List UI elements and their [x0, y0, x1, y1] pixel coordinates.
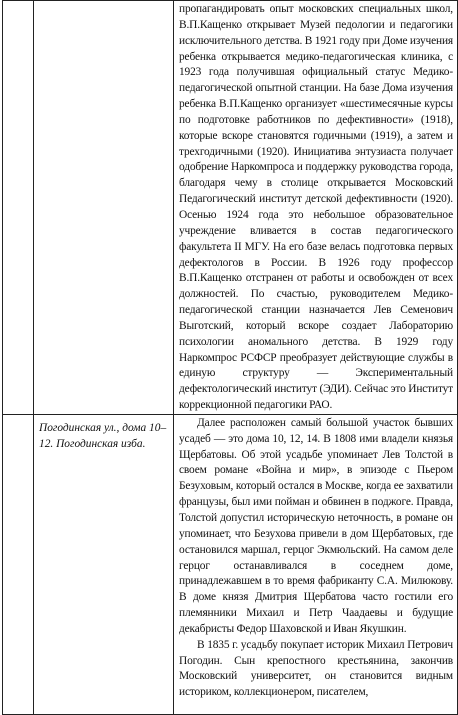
location-text	[34, 1, 173, 7]
description-paragraph: Далее расположен самый большой участок бывших усадеб — это дома 10, 12, 14. В 1808 ими владели князья Щербатовы. Об этой усадьбе упоминает Лев Толстой в своем романе «Война и мир», в эпизоде с Пьером Безуховым, который остался в Москве, когда ее захватили французы, был ими пойман и обвинен в поджоге. Правда, Толстой допустил историческую неточность, в романе он упоминает, что Безухова привели в дом Щербатовых, где остановился маршал, герцог Экмюльский. На самом деле герцог останавливался в соседнем доме, принадлежавшем в то время фабриканту С.А. Милюкову. В доме князя Дмитрия Щербатова часто гостили его племянники Михаил и Петр Чаадаевы и будущие декабристы Федор Шаховской и Иван Якушкин.	[179, 416, 453, 635]
description-paragraph: В 1835 г. усадьбу покупает историк Михаил Петрович Погодин. Сын крепостного крестьянина, закончив Московский университет, он становится видным историком, коллекционером, писателем,	[179, 638, 453, 699]
number-cell	[3, 1, 34, 415]
location-cell	[34, 414, 174, 714]
number-cell	[3, 414, 34, 714]
location-cell	[34, 1, 174, 415]
table-row	[3, 1, 458, 415]
table-row	[3, 414, 458, 714]
excursion-table	[2, 0, 458, 715]
description-cell	[174, 414, 458, 714]
description-paragraph: пропагандировать опыт московских специальных школ, В.П.Кащенко открывает Музей педологии и педагогики исключительного детства. В 1921 году при Доме изучения ребенка открывается медико-педагогическая клиника, с 1923 года получившая официальный статус Медико-педагогической опытной станции. На базе Дома изучения ребенка В.П.Кащенко организует «шестимесячные курсы по подготовке работников по дефективности» (1918), которые вскоре становятся годичными (1919), а затем и трехгодичными (1920). Инициатива энтузиаста получает одобрение Наркомпроса и поддержку руководства города, благодаря чему в столице открывается Московский Педагогический институт детской дефективности (1920). Осенью 1924 года это небольшое образовательное учреждение вливается в состав педагогического факультета II МГУ. На его базе велась подготовка первых дефектологов в России. В 1926 году профессор В.П.Кащенко отстранен от работы и освобожден от всех должностей. По счастью, руководителем Медико-педагогической станции назначается Лев Семенович Выготский, который вскоре создает Лабораторию психологии аномального детства. В 1929 году Наркомпрос РСФСР преобразует действующие службы в единую структуру — Экспериментальный дефектологический институт (ЭДИ). Сейчас это Институт коррекционной педагогики РАО.	[179, 3, 453, 412]
description-cell	[174, 1, 458, 415]
location-text: Погодинская ул., дома 10–12. Погодинская изба.	[39, 421, 167, 450]
